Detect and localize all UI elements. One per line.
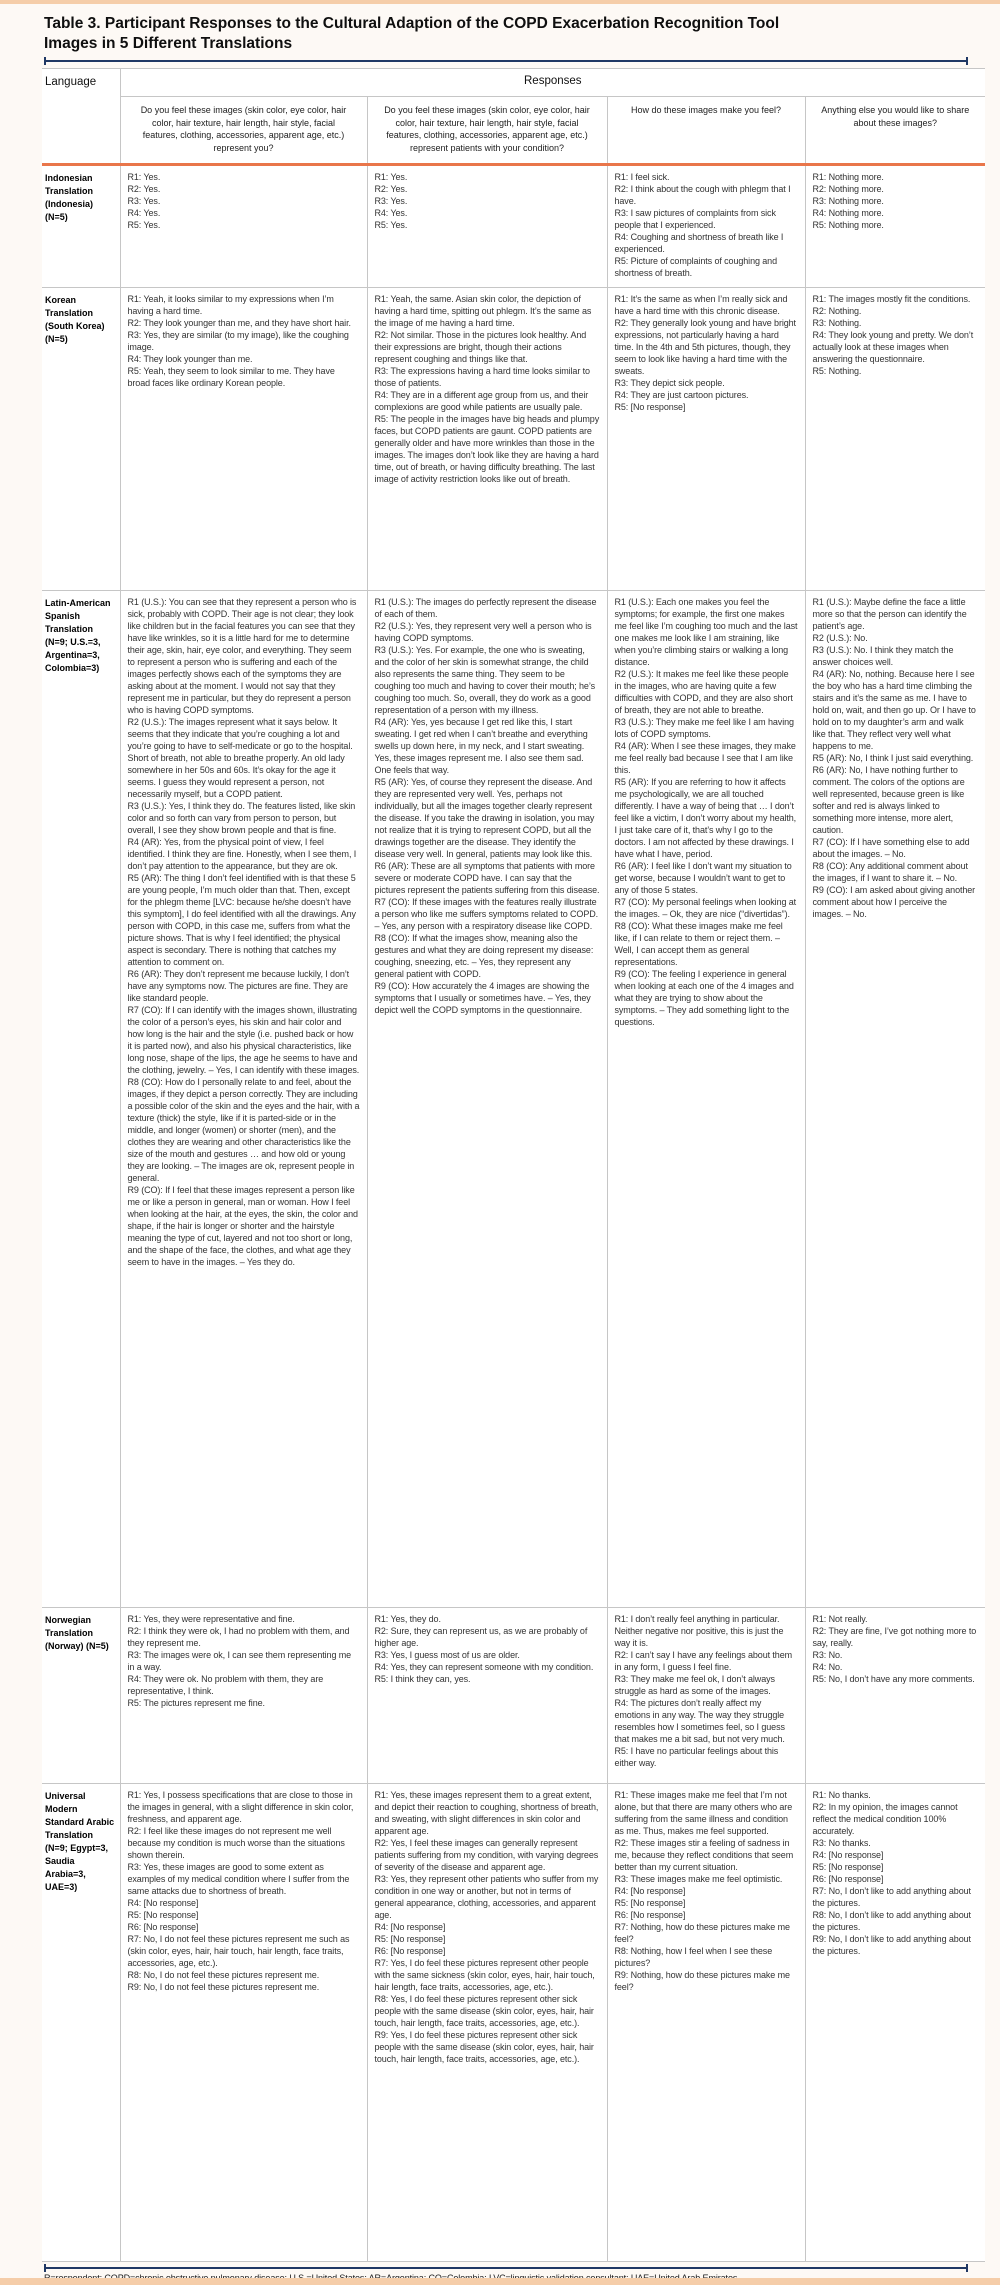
response-line: R9: No, I do not feel these pictures represent me.	[127, 1982, 320, 1993]
response-cell	[607, 1608, 805, 1784]
response-cell	[367, 288, 607, 591]
response-line: R9: No, I don’t like to add anything about the pictures.	[812, 1934, 971, 1957]
response-cell	[805, 288, 985, 591]
response-line: R3: Yes, they are similar (to my image), like the coughing image.	[127, 330, 349, 353]
response-line: R1: Yeah, the same. Asian skin color, the depiction of having a hard time, spitting out phlegm. It’s the same as the image of me having a hard time.	[374, 294, 592, 329]
response-line: R1: Yes, these images represent them to a great extent, and depict their reaction to coughing, shortness of breath, and sweating, with slight differences in skin color and apparent age.	[374, 1790, 599, 1837]
response-line: R2 (U.S.): It makes me feel like these people in the images, who are having quite a few difficulties with COPD, and they are also short of breath, they are not able to breathe.	[614, 669, 793, 716]
response-cell	[607, 165, 805, 288]
response-line: R2: Nothing.	[812, 306, 862, 317]
title-divider-rule	[44, 60, 968, 62]
response-cell	[120, 288, 367, 591]
response-line: R1 (U.S.): Each one makes you feel the symptoms; for example, the first one makes me feel like I’m coughing too much and the last one makes me look like I am straining, like when you’re climbing stairs or walking a long distance.	[614, 597, 798, 668]
response-line: R9 (CO): If I feel that these images represent a person like me or like a person in general, man or woman. How I feel when looking at the hair, at the eyes, the skin, the color and shape, if the hair is longer or shorter and the hairstyle meaning the type of cut, layered and not too short or long, and the shape of the face, the clothes, and what age they seem to have in the images. – Yes they do.	[127, 1185, 358, 1268]
response-line: R2 (U.S.): The images represent what it says below. It seems that they indicate that you’re coughing a lot and you’re going to have to self-medicate or go to the hospital. Short of breath, not able to breathe properly. An old lady somewhere in her 50s and 60s. It’s okay for the age it seems. I guess they would represent a person, not necessarily myself, but a COPD patient.	[127, 717, 353, 800]
response-line: R3: Yes.	[374, 196, 408, 207]
response-line: R7: Yes, I do feel these pictures represent other people with the same sickness (skin color, eyes, hair, hair touch, hair length, face traits, accessories, age, etc.).	[374, 1958, 595, 1993]
response-cell	[607, 288, 805, 591]
response-line: R2: Not similar. Those in the pictures look healthy. And their expressions are bright, though their actions represent coughing and things like that.	[374, 330, 587, 365]
response-cell	[607, 1784, 805, 2262]
column-header-question-anything-else: Anything else you would like to share about these images?	[805, 97, 985, 165]
response-line: R3: These images make me feel optimistic.	[614, 1874, 783, 1885]
response-cell	[805, 1608, 985, 1784]
response-line: R8: Nothing, how I feel when I see these pictures?	[614, 1946, 773, 1969]
response-line: R3: The images were ok, I can see them representing me in a way.	[127, 1650, 352, 1673]
response-cell	[367, 1784, 607, 2262]
response-line: R6 (AR): I feel like I don’t want my situation to get worse, because I wouldn’t want to get to any of those 5 states.	[614, 861, 792, 896]
response-line: R7 (CO): If these images with the features really illustrate a person who like me suffers symptoms related to COPD. – Yes, any person with a respiratory disease like COPD.	[374, 897, 599, 932]
response-line: R8 (CO): If what the images show, meaning also the gestures and what they are doing represent my disease: coughing, sneezing, etc. – Yes, they represent any general patient with COPD.	[374, 933, 594, 980]
table-row-arabic	[42, 1784, 985, 2262]
response-line: R3: No.	[812, 1650, 843, 1661]
response-line: R4: They look young and pretty. We don’t actually look at these images when answering the questionnaire.	[812, 330, 974, 365]
response-line: R3: I saw pictures of complaints from sick people that I experienced.	[614, 208, 776, 231]
response-line: R2: Yes, I feel these images can generally represent patients suffering from my condition, with varying degrees of severity of the disease and apparent age.	[374, 1838, 599, 1873]
table-row-norwegian	[42, 1608, 985, 1784]
table-title: Table 3. Participant Responses to the Cultural Adaption of the COPD Exacerbation Recognition Tool Images in 5 Different Translations	[44, 15, 780, 53]
column-header-question-feel: How do these images make you feel?	[607, 97, 805, 165]
response-line: R5: [No response]	[614, 1898, 686, 1909]
response-line: R4: They are just cartoon pictures.	[614, 390, 749, 401]
column-header-question-represent-you: Do you feel these images (skin color, eye color, hair color, hair texture, hair length, hair style, facial features, clothing, accessories, apparent age, etc.) represent you?	[120, 97, 367, 165]
header-row-questions	[42, 97, 985, 165]
response-line: R2: These images stir a feeling of sadness in me, because they reflect conditions that seem better than my current situation.	[614, 1838, 794, 1873]
response-line: R3 (U.S.): They make me feel like I am having lots of COPD symptoms.	[614, 717, 794, 740]
response-line: R5: Yes.	[127, 220, 161, 231]
response-line: R6 (AR): No, I have nothing further to comment. The colors of the options are well represented, because green is like softer and red is always linked to something more intense, more alert, caution.	[812, 765, 965, 836]
column-header-question-represent-patients: Do you feel these images (skin color, eye color, hair color, hair texture, hair length, hair style, facial features, clothing, accessories, apparent age, etc.) represent patients with your condition?	[367, 97, 607, 165]
response-line: R7 (CO): If I can identify with the images shown, illustrating the color of a person’s eyes, his skin and hair color and how long is the hair and the style (i.e. pushed back or how it is parted now), and also his physical characteristics, like long nose, shape of the lips, the age he seems to have and the clothing, jewelry. – Yes, I can identify with these images.	[127, 1005, 360, 1076]
response-line: R3: The expressions having a hard time looks similar to those of patients.	[374, 366, 590, 389]
response-line: R1: The images mostly fit the conditions.	[812, 294, 971, 305]
response-line: R8 (CO): How do I personally relate to and feel, about the images, if they depict a person correctly. They are including a possible color of the skin and the eyes and the hair, with a texture (thick) the style, like if it is parted-side or in the middle, and longer (women) or shorter (men), and the clothes they are wearing and other characteristics like the size of the mouth and gestures … and how old or young they are looking. – The images are ok, represent people in general.	[127, 1077, 360, 1184]
response-line: R3 (U.S.): Yes. For example, the one who is sweating, and the color of her skin is somewhat strange, the child also represents the same thing. They seem to be coughing too much and having to cover their mouth; he’s coughing too much. So, overall, they do work as a good representation of a person with my illness.	[374, 645, 595, 716]
response-line: R9: Yes, I do feel these pictures represent other sick people with the same disease (skin color, eyes, hair, hair touch, hair length, face traits, accessories, age, etc.).	[374, 2030, 594, 2065]
response-line: R2: Yes.	[127, 184, 161, 195]
response-line: R4: [No response]	[374, 1922, 446, 1933]
response-line: R1: Yeah, it looks similar to my expressions when I’m having a hard time.	[127, 294, 334, 317]
header-row-group	[42, 69, 985, 97]
response-line: R4: [No response]	[127, 1898, 199, 1909]
response-line: R3 (U.S.): No. I think they match the answer choices well.	[812, 645, 954, 668]
response-line: R1: Yes, I possess specifications that are close to those in the images in general, with a slight difference in skin color, freshness, and apparent age.	[127, 1790, 354, 1825]
response-line: R3: They depict sick people.	[614, 378, 725, 389]
response-cell	[367, 165, 607, 288]
response-line: R2: They are fine, I’ve got nothing more to say, really.	[812, 1626, 977, 1649]
participant-responses-table	[42, 68, 985, 2262]
response-line: R2: Nothing more.	[812, 184, 884, 195]
response-line: R5: [No response]	[374, 1934, 446, 1945]
response-line: R4 (AR): No, nothing. Because here I see the boy who has a hard time climbing the stairs and it’s the same as me. I have to hold on, wait, and then go up. Or I have to hold on to my daughter’s arm and walk like that. They reflect very well what happens to me.	[812, 669, 976, 752]
response-line: R3: Yes, I guess most of us are older.	[374, 1650, 520, 1661]
top-accent-band	[0, 0, 1000, 4]
response-line: R1 (U.S.): Maybe define the face a little more so that the person can identify the patient’s age.	[812, 597, 967, 632]
response-line: R1: Yes, they do.	[374, 1614, 441, 1625]
response-line: R1: These images make me feel that I’m not alone, but that there are many others who are suffering from the same illness and condition as me. Thus, makes me feel supported.	[614, 1790, 793, 1837]
table-row-indonesian	[42, 165, 985, 288]
response-line: R2: I think they were ok, I had no problem with them, and they represent me.	[127, 1626, 350, 1649]
response-line: R2: Yes.	[374, 184, 408, 195]
response-line: R1 (U.S.): You can see that they represent a person who is sick, probably with COPD. Their age is not clear; they look like children but in the facial features you can see that they have like wrinkles, so it is a little hard for me to determine their age, skin, hair, eye color, and everything. They seem to represent a person who is suffering and each of the images perfectly shows each of the symptoms they are asking about at the moment. I would not say that they represent me in particular, but they do represent a person who is having COPD symptoms.	[127, 597, 357, 716]
response-cell	[367, 1608, 607, 1784]
response-line: R5: [No response]	[812, 1862, 884, 1873]
response-line: R5: No, I don’t have any more comments.	[812, 1674, 975, 1685]
response-line: R9 (CO): I am asked about giving another comment about how I perceive the images. – No.	[812, 885, 976, 920]
response-line: R2: I feel like these images do not represent me well because my condition is much worse than the situations shown therein.	[127, 1826, 345, 1861]
response-line: R5: Nothing more.	[812, 220, 884, 231]
response-cell	[120, 591, 367, 1608]
response-line: R2: In my opinion, the images cannot reflect the medical condition 100% accurately.	[812, 1802, 958, 1837]
response-line: R4: They are in a different age group from us, and their complexions are good while patients are usually pale.	[374, 390, 589, 413]
response-line: R8: Yes, I do feel these pictures represent other sick people with the same disease (skin color, eyes, hair, hair touch, hair length, face traits, accessories, age, etc.).	[374, 1994, 594, 2029]
response-line: R2: I think about the cough with phlegm that I have.	[614, 184, 791, 207]
response-cell	[805, 165, 985, 288]
response-line: R5: [No response]	[614, 402, 686, 413]
response-line: R4: Yes.	[374, 208, 408, 219]
response-line: R6 (AR): These are all symptoms that patients with more severe or moderate COPD have. I can say that the pictures represent the patients suffering from this disease.	[374, 861, 600, 896]
bottom-accent-band	[0, 2278, 1000, 2285]
response-line: R7 (CO): My personal feelings when looking at the images. – Ok, they are nice (“divertidas”).	[614, 897, 797, 920]
response-line: R5: The people in the images have big heads and plumpy faces, but COPD patients are gaunt. COPD patients are generally older and have more wrinkles than those in the images. The images don’t look like they are having a hard time, out of breath, or having difficulty breathing. The last image of activity restriction looks like out of breath.	[374, 414, 600, 485]
response-line: R4 (AR): Yes, yes because I get red like this, I start sweating. I get red when I can’t breathe and everything swells up down here, in my neck, and I start sweating. Yes, these images represent me. I also see them sad. One feels that way.	[374, 717, 588, 776]
response-line: R8: No, I do not feel these pictures represent me.	[127, 1970, 320, 1981]
response-line: R4: The pictures don’t really affect my emotions in any way. The way they struggle resembles how I sometimes feel, so I guess that makes me a bit sad, but not very much.	[614, 1698, 785, 1745]
response-line: R5: I think they can, yes.	[374, 1674, 471, 1685]
language-cell: Norwegian Translation (Norway) (N=5)	[42, 1608, 120, 1784]
response-line: R8: No, I don’t like to add anything about the pictures.	[812, 1910, 971, 1933]
response-line: R2 (U.S.): Yes, they represent very well a person who is having COPD symptoms.	[374, 621, 592, 644]
column-header-language: Language	[42, 69, 120, 165]
column-header-responses: Responses	[120, 69, 985, 97]
response-cell	[607, 591, 805, 1608]
response-line: R5: Picture of complaints of coughing and shortness of breath.	[614, 256, 777, 279]
response-cell	[120, 165, 367, 288]
response-line: R1: I feel sick.	[614, 172, 670, 183]
response-line: R4: Coughing and shortness of breath like I experienced.	[614, 232, 784, 255]
response-line: R1: Yes, they were representative and fine.	[127, 1614, 295, 1625]
language-cell: Korean Translation (South Korea) (N=5)	[42, 288, 120, 591]
response-line: R1: Yes.	[127, 172, 161, 183]
table-row-latin-american-spanish	[42, 591, 985, 1608]
response-line: R5: [No response]	[127, 1910, 199, 1921]
response-line: R9 (CO): The feeling I experience in general when looking at each one of the 4 images and what they are trying to show about the symptoms. – They add something light to the questions.	[614, 969, 794, 1028]
response-cell	[120, 1784, 367, 2262]
response-cell	[367, 591, 607, 1608]
response-line: R5: Yeah, they seem to look similar to me. They have broad faces like ordinary Korean people.	[127, 366, 335, 389]
response-line: R3 (U.S.): Yes, I think they do. The features listed, like skin color and so forth can vary from person to person, but overall, I see they show brown people and that is fine.	[127, 801, 356, 836]
language-cell: Latin-American Spanish Translation (N=9; U.S.=3, Argentina=3, Colombia=3)	[42, 591, 120, 1608]
response-line: R5 (AR): The thing I don’t feel identified with is that these 5 are young people, I’m much older than that. Then, except for the phlegm theme [LVC: because he/she doesn’t have this symptom], I do feel identified with all the drawings. Any person with COPD, in this case me, suffers from what the picture shows. That is why I feel identified; the physical aspect is secondary. There is nothing that catches my attention to comment on.	[127, 873, 356, 968]
response-line: R2 (U.S.): No.	[812, 633, 868, 644]
response-line: R1: I don’t really feel anything in particular. Neither negative nor positive, this is just the way it is.	[614, 1614, 784, 1649]
response-line: R5 (AR): If you are referring to how it affects me psychologically, we are all touched differently. I have a way of being that … I don’t feel like a victim, I don’t worry about my health, I just take care of it, that’s why I go to the doctors. I am not affected by these drawings. I have what I have, period.	[614, 777, 797, 860]
response-line: R4: Yes.	[127, 208, 161, 219]
response-line: R9: Nothing, how do these pictures make me feel?	[614, 1970, 790, 1993]
response-line: R8 (CO): What these images make me feel like, if I can relate to them or reject them. – Well, I can accept them as general representations.	[614, 921, 783, 968]
response-line: R1 (U.S.): The images do perfectly represent the disease of each of them.	[374, 597, 597, 620]
response-line: R4 (AR): Yes, from the physical point of view, I feel identified. I think they are fine. Honestly, when I see them, I don’t pay attention to the appearance, but they are ok.	[127, 837, 357, 872]
response-line: R2: I can’t say I have any feelings about them in any form, I guess I feel fine.	[614, 1650, 793, 1673]
response-line: R7 (CO): If I have something else to add about the images. – No.	[812, 837, 970, 860]
response-line: R4: They were ok. No problem with them, they are representative, I think.	[127, 1674, 324, 1697]
response-line: R5: Nothing.	[812, 366, 862, 377]
response-line: R8 (CO): Any additional comment about the images, if I want to share it. – No.	[812, 861, 968, 884]
response-line: R4: [No response]	[614, 1886, 686, 1897]
response-cell	[805, 591, 985, 1608]
language-cell: Indonesian Translation (Indonesia) (N=5)	[42, 165, 120, 288]
response-cell	[120, 1608, 367, 1784]
response-line: R1: Nothing more.	[812, 172, 884, 183]
response-line: R2: They look younger than me, and they have short hair.	[127, 318, 351, 329]
response-line: R4: No.	[812, 1662, 843, 1673]
response-line: R1: Yes.	[374, 172, 408, 183]
language-cell: Universal Modern Standard Arabic Translation (N=9; Egypt=3, Saudia Arabia=3, UAE=3)	[42, 1784, 120, 2262]
response-line: R1: Not really.	[812, 1614, 868, 1625]
response-line: R1: No thanks.	[812, 1790, 871, 1801]
response-line: R5 (AR): Yes, of course they represent the disease. And they are represented very well. Yes, perhaps not individually, but all the images together clearly represent the disease. If you take the drawing in isolation, you may not realize that it is trying to represent COPD, but all the drawings together are the disease. They identify the disease very well. In general, patients may look like this.	[374, 777, 595, 860]
response-line: R6: [No response]	[812, 1874, 884, 1885]
response-line: R6: [No response]	[614, 1910, 686, 1921]
response-line: R7: No, I don’t like to add anything about the pictures.	[812, 1886, 971, 1909]
response-line: R5: Yes.	[374, 220, 408, 231]
response-line: R7: No, I do not feel these pictures represent me such as (skin color, eyes, hair, hair touch, hair length, face traits, accessories, age, etc.).	[127, 1934, 350, 1969]
response-line: R2: Sure, they can represent us, as we are probably of higher age.	[374, 1626, 588, 1649]
response-line: R7: Nothing, how do these pictures make me feel?	[614, 1922, 790, 1945]
response-line: R3: No thanks.	[812, 1838, 871, 1849]
response-line: R4: Nothing more.	[812, 208, 884, 219]
response-line: R3: They make me feel ok, I don’t always struggle as hard as some of the images.	[614, 1674, 775, 1697]
table-row-korean	[42, 288, 985, 591]
response-line: R4: They look younger than me.	[127, 354, 253, 365]
response-line: R4: [No response]	[812, 1850, 884, 1861]
response-line: R4 (AR): When I see these images, they make me feel really bad because I see that I am like this.	[614, 741, 796, 776]
response-line: R9 (CO): How accurately the 4 images are showing the symptoms that I usually or sometimes have. – Yes, they depict well the COPD symptoms in the questionnaire.	[374, 981, 591, 1016]
response-line: R2: They generally look young and have bright expressions, not particularly having a hard time. In the 4th and 5th pictures, though, they seem to look like having a hard time with the sweats.	[614, 318, 796, 377]
response-line: R3: Yes, they represent other patients who suffer from my condition in one way or another, but not in terms of general appearance, clothing, accessories, and apparent age.	[374, 1874, 599, 1921]
response-line: R1: It’s the same as when I’m really sick and have a hard time with this chronic disease.	[614, 294, 788, 317]
response-line: R6: [No response]	[127, 1922, 199, 1933]
response-line: R3: Yes.	[127, 196, 161, 207]
response-line: R5: I have no particular feelings about this either way.	[614, 1746, 779, 1769]
response-line: R5: The pictures represent me fine.	[127, 1698, 265, 1709]
response-line: R3: Nothing.	[812, 318, 862, 329]
response-line: R4: Yes, they can represent someone with my condition.	[374, 1662, 594, 1673]
footer-divider-rule	[44, 2267, 968, 2269]
response-line: R5 (AR): No, I think I just said everything.	[812, 753, 974, 764]
response-cell	[805, 1784, 985, 2262]
response-line: R6: [No response]	[374, 1946, 446, 1957]
response-line: R6 (AR): They don’t represent me because luckily, I don’t have any symptoms now. The pictures are fine. They are like standard people.	[127, 969, 350, 1004]
response-line: R3: Yes, these images are good to some extent as examples of my medical condition where I suffer from the same attacks due to shortness of breath.	[127, 1862, 350, 1897]
response-line: R3: Nothing more.	[812, 196, 884, 207]
